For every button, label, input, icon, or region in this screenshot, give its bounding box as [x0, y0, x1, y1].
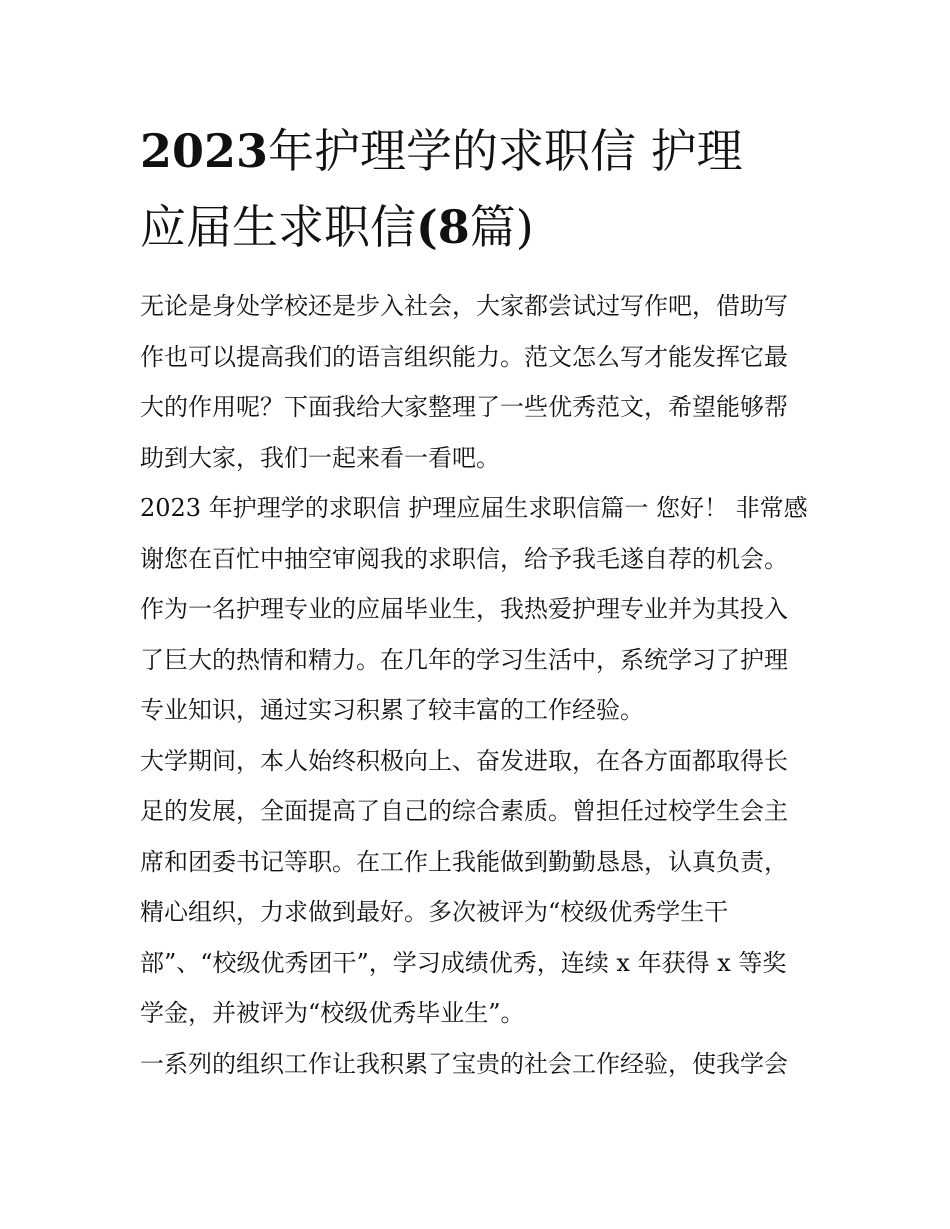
- text-line: 无论是身处学校还是步入社会，大家都尝试过写作吧，借助写: [140, 292, 788, 320]
- text-line: 谢您在百忙中抽空审阅我的求职信，给予我毛遂自荐的机会。: [140, 544, 788, 573]
- paragraph-letter-opening: [140, 483, 812, 736]
- title-line-2-post: 篇): [469, 200, 534, 254]
- title-line-2: [140, 189, 820, 265]
- text-line: 学金，并被评为“校级优秀毕业生”。: [140, 999, 525, 1027]
- title-count: (8: [416, 200, 470, 254]
- paragraph-experience: [140, 1039, 812, 1090]
- text-line: 2023 年护理学的求职信 护理应届生求职信篇一 您好！ 非常感: [140, 494, 808, 522]
- title-year: 2023: [140, 124, 269, 178]
- text-line: 助到大家，我们一起来看一看吧。: [140, 443, 500, 472]
- title-line-2-pre: 应届生求职信: [140, 200, 416, 254]
- document-title: [140, 113, 820, 265]
- text-line: 作为一名护理专业的应届毕业生，我热爱护理专业并为其投入: [140, 595, 788, 623]
- title-line-1: [140, 113, 820, 189]
- paragraph-university: [140, 736, 812, 1039]
- text-line: 部”、“校级优秀团干”，学习成绩优秀，连续 x 年获得 x 等奖: [140, 948, 787, 977]
- text-line: 专业知识，通过实习积累了较丰富的工作经验。: [140, 696, 644, 724]
- text-line: 席和团委书记等职。在工作上我能做到勤勤恳恳，认真负责，: [140, 847, 788, 876]
- text-line: 大学期间，本人始终积极向上、奋发进取，在各方面都取得长: [140, 746, 788, 775]
- document-body: [140, 281, 812, 1089]
- paragraph-intro: [140, 281, 812, 483]
- text-line: 大的作用呢？下面我给大家整理了一些优秀范文，希望能够帮: [140, 393, 788, 421]
- text-line: 作也可以提高我们的语言组织能力。范文怎么写才能发挥它最: [140, 342, 788, 371]
- title-line-1-text: 年护理学的求职信 护理: [268, 124, 743, 178]
- text-line: 足的发展，全面提高了自己的综合素质。曾担任过校学生会主: [140, 797, 788, 825]
- text-line: 了巨大的热情和精力。在几年的学习生活中，系统学习了护理: [140, 645, 788, 674]
- text-line: 精心组织，力求做到最好。多次被评为“校级优秀学生干: [140, 898, 729, 926]
- text-line: 一系列的组织工作让我积累了宝贵的社会工作经验，使我学会: [140, 1049, 788, 1078]
